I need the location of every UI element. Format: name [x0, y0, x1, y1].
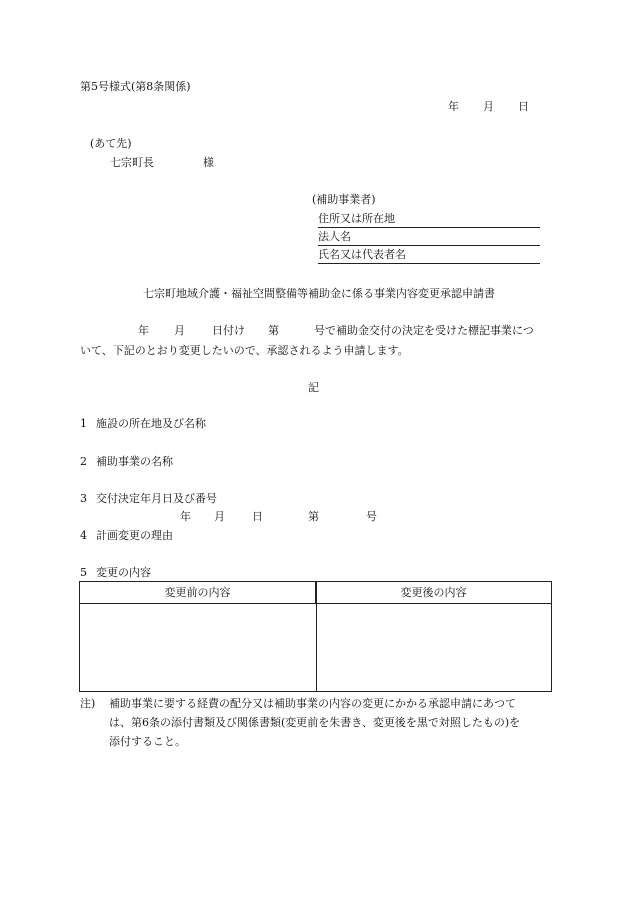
application-date [448, 100, 529, 114]
body-rest: 号で補助金交付の決定を受けた標記事業につ [314, 324, 534, 337]
date-year: 年 [448, 100, 459, 113]
body-year: 年 [138, 324, 149, 337]
change-table [79, 581, 552, 692]
addressee-honorific: 様 [203, 156, 214, 169]
decision-go: 号 [366, 510, 377, 523]
addressee-label: (あて先) [90, 137, 132, 150]
item-label: 補助事業の名称 [96, 455, 173, 468]
body-no: 第 [268, 324, 279, 337]
item-label: 交付決定年月日及び番号 [96, 492, 217, 505]
addressee-name: 七宗町長 [110, 156, 154, 169]
applicant-address-field[interactable]: 住所又は所在地 [318, 211, 540, 228]
decision-day: 日 [252, 510, 263, 523]
note-line-2: は、第6条の添付書類及び関係書類(変更前を朱書き、変更後を黒で対照したもの)を [109, 716, 521, 729]
item-change-reason [80, 529, 173, 543]
item-project-name [80, 455, 173, 469]
item-number: 5 [80, 566, 87, 579]
item-label: 計画変更の理由 [96, 529, 173, 542]
note-line-3: 添付すること。 [109, 735, 186, 748]
table-header-before: 変更前の内容 [80, 582, 316, 604]
table-cell-after[interactable] [317, 604, 551, 691]
decision-year: 年 [180, 510, 191, 523]
note-line-1: 補助事業に要する経費の配分又は補助事業の内容の変更にかかる承認申請にあつて [109, 697, 516, 710]
item-number: 2 [80, 455, 87, 468]
applicant-corporation-field[interactable]: 法人名 [318, 229, 540, 246]
body-text-line-1 [138, 324, 534, 338]
item-facility [80, 417, 206, 431]
body-month: 月 [174, 324, 185, 337]
table-cell-before[interactable] [80, 604, 316, 691]
item-label: 施設の所在地及び名称 [96, 417, 206, 430]
decision-no: 第 [308, 510, 319, 523]
date-day: 日 [518, 100, 529, 113]
decision-date-line [180, 510, 377, 524]
note-label: 注) [80, 697, 96, 710]
ki-heading: 記 [308, 381, 319, 394]
item-change-content [80, 566, 151, 580]
form-number: 第5号様式(第8条関係) [80, 80, 191, 93]
applicant-label: (補助事業者) [312, 193, 376, 206]
item-number: 1 [80, 417, 87, 430]
table-header-after: 変更後の内容 [316, 582, 551, 604]
applicant-representative-field[interactable]: 氏名又は代表者名 [318, 247, 540, 264]
item-label: 変更の内容 [96, 566, 151, 579]
document-title: 七宗町地域介護・福祉空間整備等補助金に係る事業内容変更承認申請書 [143, 287, 495, 300]
date-month: 月 [483, 100, 494, 113]
item-decision-date [80, 492, 217, 506]
body-day-dated: 日付け [212, 324, 245, 337]
body-text-line-2: いて、下記のとおり変更したいので、承認されるよう申請します。 [80, 344, 409, 357]
decision-month: 月 [214, 510, 225, 523]
item-number: 4 [80, 529, 87, 542]
item-number: 3 [80, 492, 87, 505]
